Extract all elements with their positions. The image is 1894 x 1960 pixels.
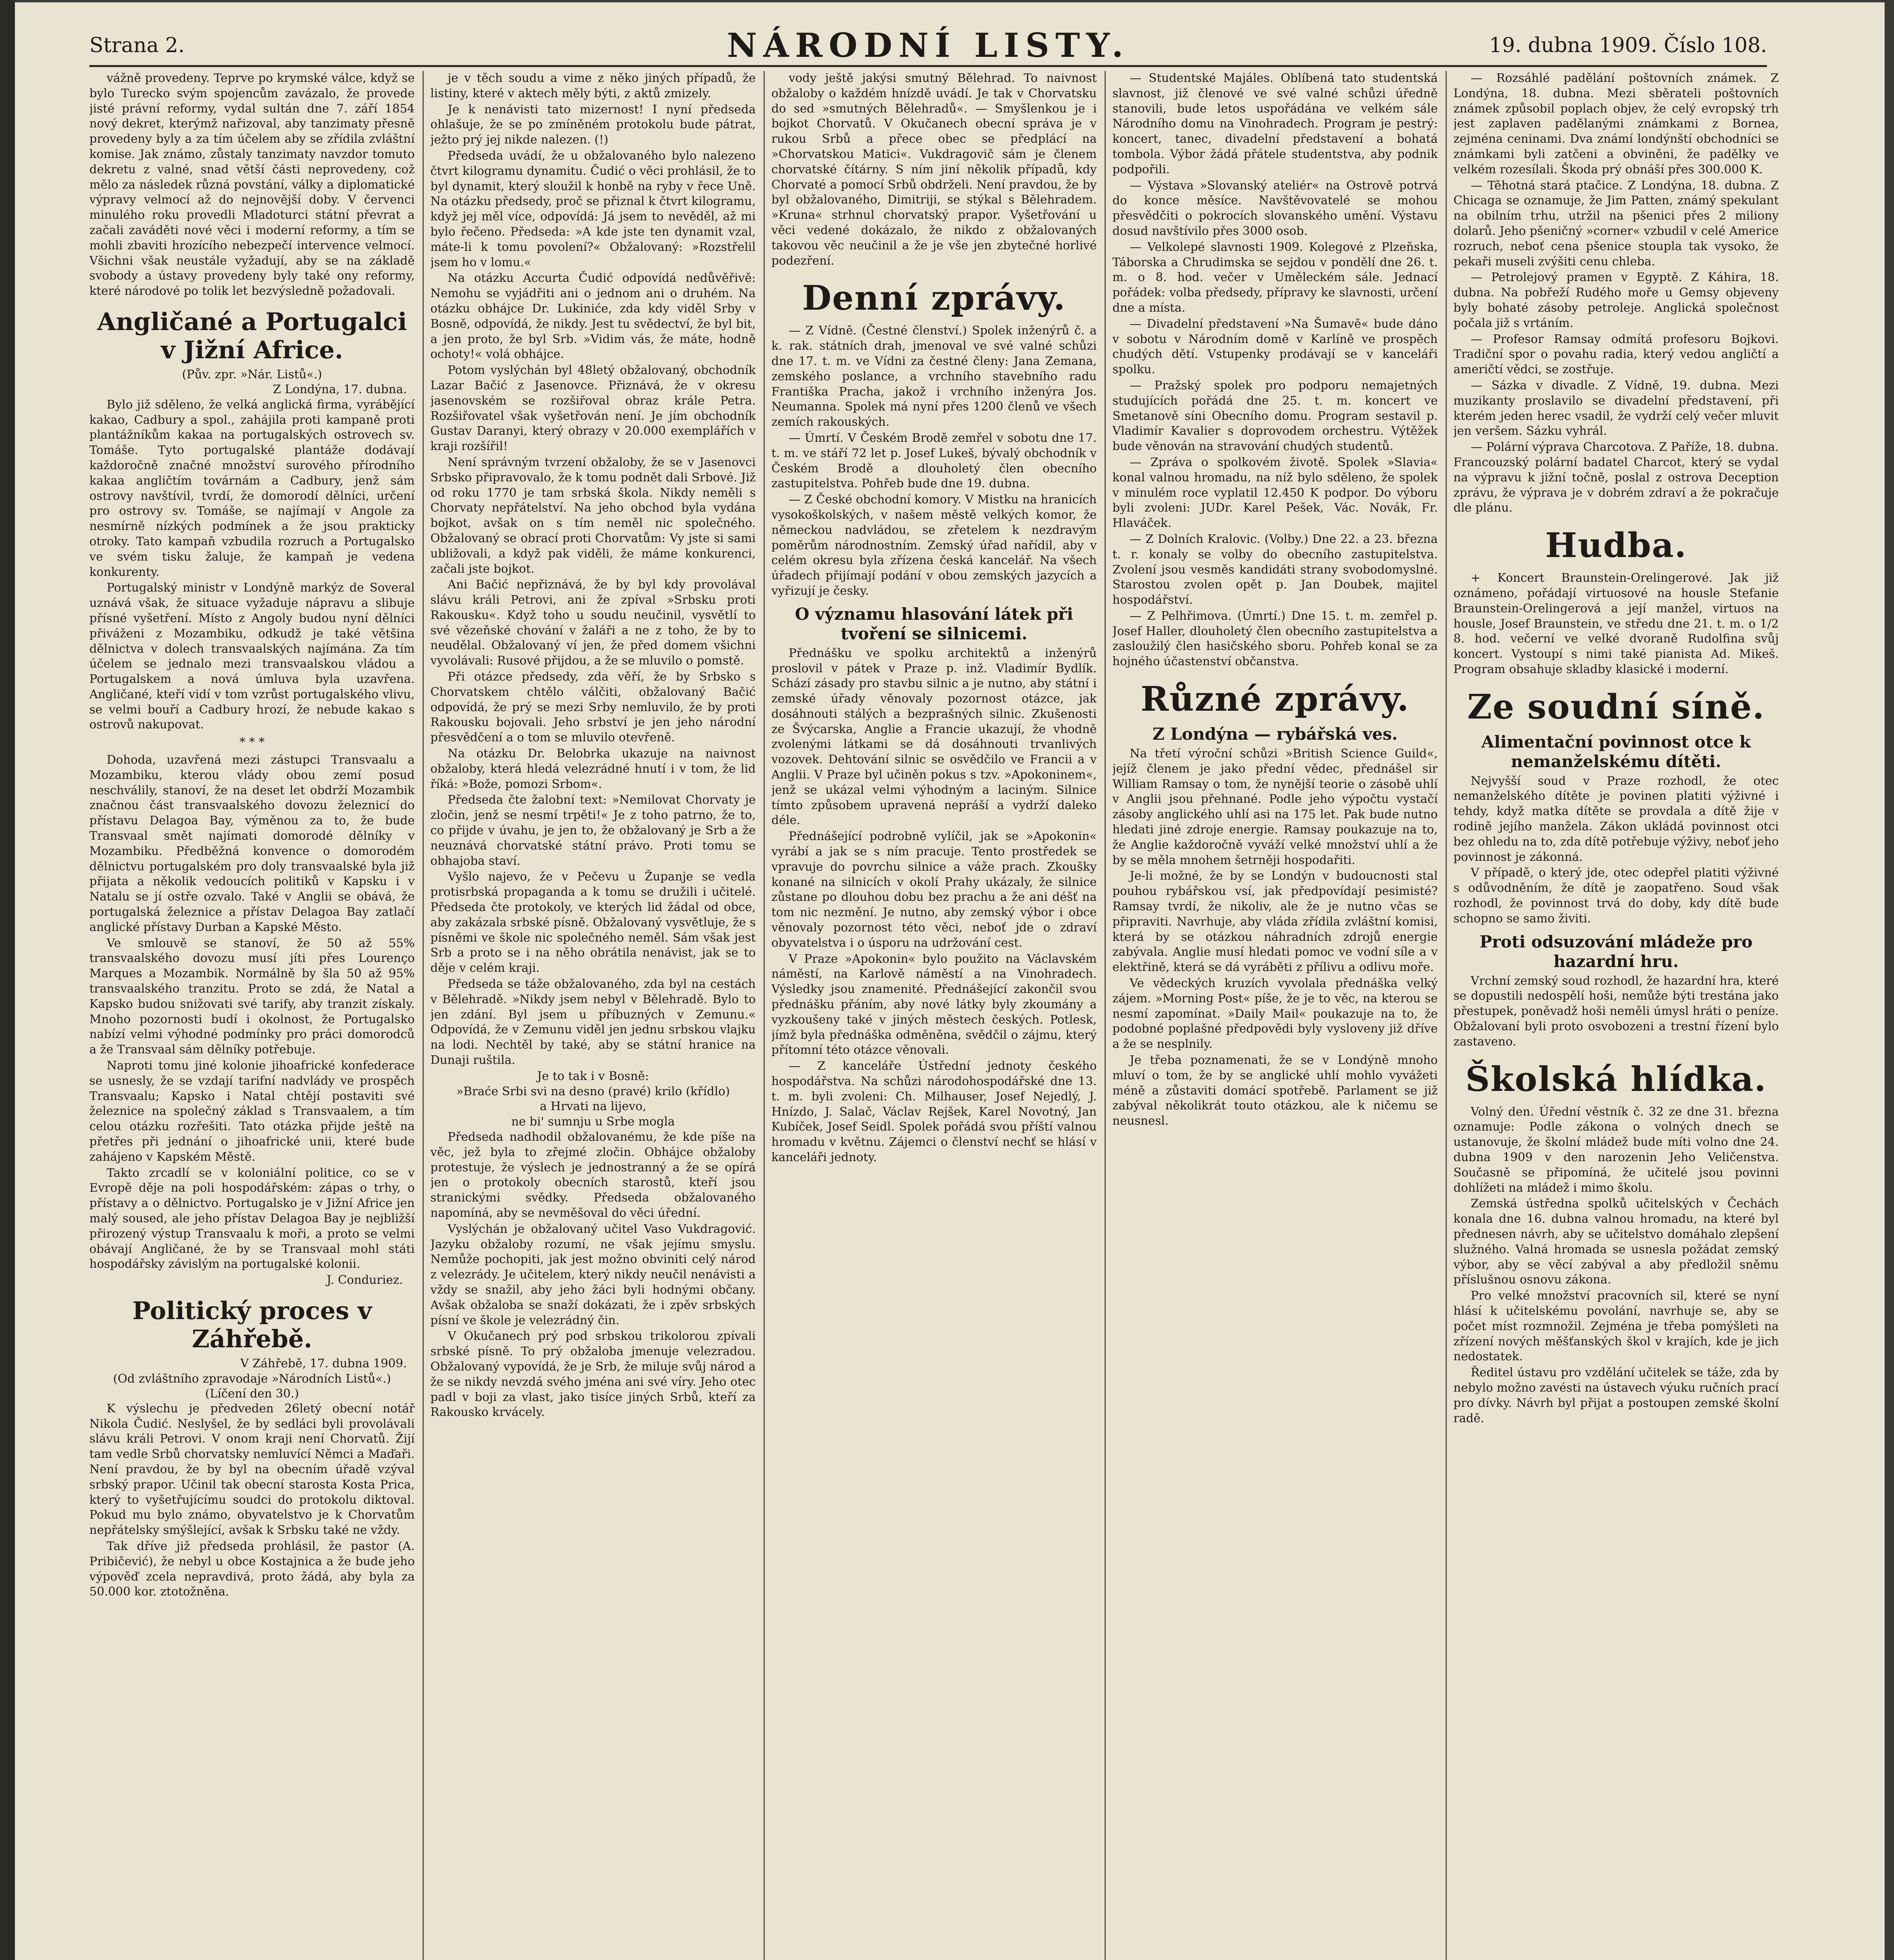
article-paragraph: Ve smlouvě se stanoví, že 50 až 55% transvaalského dovozu musí jíti přes Lourenço Marques a Mozambik. Normálně by šla 50 až 95% transvaalského tranzitu. Proto se zdá, že Natal a Kapsko budou snižovati své tarify, aby tranzit získaly. Mnoho pozornosti budí i okolnost, že Portugalsko nabízí velmi výhodné podmínky pro práci domorodců a že Transvaal sám dělníky potřebuje. bbox=[89, 936, 415, 1057]
article-paragraph: Na třetí výroční schůzi »British Science Guild«, jejíž členem je jako přední vědec, přednášel sir William Ramsay o tom, že nynější teorie o zásobě uhlí v Anglii jsou přehnané. Podle jeho výpočtu vystačí zásoby anglického uhlí asi na 175 let. Pak bude nutno hledati jiné zdroje energie. Ramsay poukazuje na to, že Anglie každoročně vyváží velké množství uhlí a že by se měla mnohem šetrněji hospodařiti. bbox=[1112, 747, 1438, 867]
news-item: — Studentské Majáles. Oblíbená tato studentská slavnost, již členové ve své valné schůzi úředně stanovili, bude letos uspořádána ve velkém sále Národního domu na Vinohradech. Program je pestrý: koncert, tanec, divadelní představení a bohatá tombola. Výbor žádá přátele studentstva, aby podnik podpořili. bbox=[1112, 71, 1438, 176]
news-item: — Profesor Ramsay odmítá profesoru Bojkovi. Tradiční spor o povahu radia, který vedou angličtí a američtí vědci, se zostřuje. bbox=[1453, 332, 1779, 377]
news-item: + Koncert Braunstein-Orelingerové. Jak již oznámeno, pořádají virtuosové na housle Stefanie Braunstein-Orelingerová a její manžel, virtuos na housle, Josef Braunstein, ve středu dne 21. t. m. o 1/2 8. hod. večerní ve velké dvoraně Rudolfina svůj koncert. Vystoupí s nimi také pianista Ad. Mikeš. Program obsahuje skladby klasické i moderní. bbox=[1453, 571, 1779, 676]
article-paragraph: Je třeba poznamenati, že se v Londýně mnoho mluví o tom, že by se anglické uhlí mohlo vyvážeti méně a zůstaviti domácí spotřebě. Parlament se již zabýval několikrát touto otázkou, ale k ničemu se neusnesl. bbox=[1112, 1053, 1438, 1128]
masthead bbox=[89, 18, 1767, 67]
news-item: — Výstava »Slovanský ateliér« na Ostrově potrvá do konce měsíce. Navštěvovatelé se mohou přesvědčiti o pokrocích slovanského umění. Výstavu dosud navštívilo přes 3000 osob. bbox=[1112, 178, 1438, 238]
article-paragraph: Předseda čte žalobní text: »Nemilovat Chorvaty je zločin, jenž se nesmí trpěti!« Je z toho patrno, že to, co přijde v úvahu, je jen to, že obžalovaný je Srb a že neuznává chorvatské státní právo. Proti tomu se obhajoba staví. bbox=[430, 793, 756, 868]
article-paragraph: Na otázku Dr. Belobrka ukazuje na naivnost obžaloby, která hledá velezrádné hnutí i v tom, že lid říká: »Bože, pomozi Srbom«. bbox=[430, 747, 756, 791]
section-separator: * * * bbox=[239, 735, 265, 750]
page-number: Strana 2. bbox=[89, 34, 185, 57]
article-paragraph: Není správným tvrzení obžaloby, že se v Jasenovci Srbsko připravovalo, že k tomu podnět dali Srbové. Již od roku 1770 je tam srbská škola. Nikdy neměli s Chorvaty nepřátelství. Na jeho obchod byla vydána bojkot, avšak on s tím neměl nic společného. Obžalovaný se obrací proti Chorvatům: Vy jste si sami ubližovali, a když pak viděli, že máme konkurenci, začali jste bojkot. bbox=[430, 455, 756, 576]
article-paragraph: vážně provedeny. Teprve po krymské válce, když se bylo Turecko svým spojencům zavázalo, že provede jisté právní reformy, vydal sultán dne 7. září 1854 nový dekret, kterýmž nařizoval, aby tanzimaty přesně provedeny byly a za tím účelem aby se zřídila zvláštní komise. Jak známo, zůstaly tanzimaty navzdor tomuto dekretu z valné, snad větší části neprovedeny, což mělo za následek různá povstání, války a diplomatické výpravy velmocí až do nejnovější doby. V červenci minulého roku provedli Mladoturci státní převrat a začali zaváděti nové věci i moderní reformy, a tím se mohli zbaviti hrozícího nebezpečí intervence velmocí. Všichni však neustále vyžadují, aby se na základě svobody a ústavy provedeny byly také ony reformy, které národové po tolik let bezvýsledně požadovali. bbox=[89, 71, 415, 298]
news-item: — Petrolejový pramen v Egyptě. Z Káhira, 18. dubna. Na pobřeží Rudého moře u Gemsy objeveny byly bohaté zásoby petroleje. Anglická společnost počala již s vrtáním. bbox=[1453, 270, 1779, 330]
news-item: — Z kanceláře Ústřední jednoty českého hospodářstva. Na schůzi národohospodářské dne 13. t. m. byli zvoleni: Ch. Milhauser, Josef Nejedlý, J. Hnízdo, J. Salač, Václav Rejšek, Karel Novotný, Jan Kubíček, Josef Seidl. Spolek pořádá svou příští valnou hromadu v květnu. Zájemci o členství nechť se hlásí v kanceláři jednoty. bbox=[771, 1059, 1097, 1164]
article-paragraph: Naproti tomu jiné kolonie jihoafrické konfederace se usnesly, že se vzdají tarifní nadvlády ve prospěch Transvaalu; Kapsko i Natal chtějí postaviti své železnice na společný základ s Transvaalem, a tím celou otázku rozřešiti. Tato otázka přijde ještě na přetřes při jednání o jihoafrické unii, které bude zahájeno v Kapském Městě. bbox=[89, 1059, 415, 1164]
article-paragraph: Potom vyslýchán byl 48letý obžalovaný, obchodník Lazar Bačić z Jasenovce. Přiznává, že v okresu jasenovském se rozšiřoval obraz krále Petra. Rozšiřovatel však vyšetřován není. Je jím obchodník Gustav Daranyi, který obrazy v 20.000 exemplářích v kraji rozšířil! bbox=[430, 363, 756, 454]
article-paragraph: Vyslýchán je obžalovaný učitel Vaso Vukdragović. Jazyku obžaloby rozumí, ne však jejímu smyslu. Nemůže pochopiti, jak jest možno obviniti celý národ z velezrády. Je učitelem, který nikdy neučil nenávisti a vždy se snažil, aby jeho žáci byli hodnými občany. Avšak obžaloba se snaží dokázati, že i zpěv srbských písní ve škole je velezrádný čin. bbox=[430, 1222, 756, 1327]
news-item: — Z Pelhřimova. (Úmrtí.) Dne 15. t. m. zemřel p. Josef Haller, dlouholetý člen obecního zastupitelstva a zasloužilý člen hasičského sboru. Pohřeb konal se za hojného účastenství občanstva. bbox=[1112, 609, 1438, 669]
quote-lead: Je to tak i v Bosně: bbox=[537, 1069, 649, 1083]
news-item: Ředitel ústavu pro vzdělání učitelek se táže, zda by nebylo možno zavésti na ústavech výuku ručních prací pro dívky. Návrh byl přijat a postoupen zemské školní radě. bbox=[1453, 1366, 1779, 1425]
column-4 bbox=[1112, 71, 1438, 1960]
article-paragraph: V Praze »Apokonin« bylo použito na Václavském náměstí, na Karlově náměstí a na Vinohradech. Výsledky jsou znamenité. Přednášející zakončil svou přednášku přáním, aby nové látky byly zkoumány a vyzkoušeny také v jiných městech českých. Potlesk, jímž byla přednáška odměněna, svědčil o zájmu, který přítomní této otázce věnovali. bbox=[771, 952, 1097, 1057]
section-heading-various-news: Různé zprávy. bbox=[1140, 679, 1410, 719]
news-item: — Z České obchodní komory. V Mistku na hranicích vysokoškolských, v našem městě velkých komor, že německou nadvládou, se zřetelem k nezdravým poměrům národnostním. Zemský úřad nařídil, aby v celém okresu byla zřízena česká kancelář. Na všech úřadech přijímají podání v obou zemských jazycích a vyřizují je česky. bbox=[771, 493, 1097, 598]
news-item: Pro velké množství pracovních sil, které se nyní hlásí k učitelskému povolání, navrhuje se, aby se počet míst rozmnožil. Zejména je třeba pomýšleti na zřízení nových měšťanských škol v krajích, kde je jich nedostatek. bbox=[1453, 1289, 1779, 1364]
article-paragraph: vody ještě jakýsi smutný Bělehrad. To naivnost obžaloby o každém hnízdě uvádí. Je tak v Chorvatsku do sed »smutných Bělehradů«. — Smyšlenkou je i bojkot Chorvatů. V Okučanech obecní správa je v rukou Srbů a přece obec se předplácí na »Chorvatskou Matici«. Vukdragovič sám je členem chorvatské čítárny. S ním jiní několik případů, kdy Chorvaté a pomocí Srbů obdrželi. Není pravdou, že by byl obžalovaného, Dimitriji, se stýkal s Bělehradem. »Kruna« strhnul chorvatský prapor. Vyšetřování u věci vedené dokázalo, že nikdo z obžalovaných takovou věc neučinil a že je vše jen zbytečné horlivé podezření. bbox=[771, 71, 1097, 268]
news-item: Zemská ústředna spolků učitelských v Čechách konala dne 16. dubna valnou hromadu, na které byl přednesen návrh, aby se učitelstvo domáhalo zlepšení služného. Valná hromada se usnesla požádat zemský výbor, aby se věcí zabýval a aby předložil sněmu příslušnou osnovu zákona. bbox=[1453, 1197, 1779, 1287]
article-paragraph: Předseda nadhodil obžalovanému, že kde píše na věc, jež byla to zřejmé zločin. Obhájce obžaloby protestuje, že výslech je jednostranný a že se opírá jen o protokoly obecních starostů, kteří jsou stranickými svědky. Předseda obžalovaného napomíná, aby se nevměšoval do věci úřední. bbox=[430, 1130, 756, 1220]
article-headline: Politický proces v Záhřebě. bbox=[132, 1296, 372, 1353]
article-paragraph: Vrchní zemský soud rozhodl, že hazardní hra, které se dopustili nedospělí hoši, nemůže býti trestána jako přestupek, poněvadž hoši neměli úmysl hráti o peníze. Obžalovaní byli proto osvobozeni a trestní řízení bylo zastaveno. bbox=[1453, 974, 1779, 1049]
issue-date: 19. dubna 1909. Číslo 108. bbox=[1489, 34, 1767, 57]
quote-line: ne bi' sumnju u Srbe mogla bbox=[511, 1115, 675, 1129]
article-headline: Angličané a Portugalci v Jižní Africe. bbox=[97, 307, 407, 364]
column-rule bbox=[423, 71, 424, 1960]
article-paragraph: Nejvyšší soud v Praze rozhodl, že otec nemanželského dítěte je povinen platiti výživné i tehdy, když matka dítěte se provdala a dítě žije v rodině jejího manžela. Zákon ukládá povinnost otci bez ohledu na to, zda dítě potřebuje výživy, neboť jeho povinnost je zákonná. bbox=[1453, 774, 1779, 864]
article-headline: Z Londýna — rybářská ves. bbox=[1152, 724, 1398, 744]
article-source: (Pův. zpr. »Nár. Listů«.) bbox=[182, 367, 322, 381]
article-paragraph: Dohoda, uzavřená mezi zástupci Transvaalu a Mozambiku, kterou vlády obou zemí posud neschválily, stanoví, že na deset let obdrží Mozambik značnou část transvaalského dovozu železnicí do přístavu Delagoa Bay, výměnou za to, že bude Transvaal smět najímati domorodé dělníky v Mozambiku. Předběžná konvence o domorodém dělnictvu portugalském pro doly transvaalské byla již přijata a několik vedoucích politiků v Kapsku i v Natalu se jí ostře ozvalo. Také v Anglii se obává, že portugalská železnice a přístav Delagoa Bay zatlačí anglické přístavy Durban a Kapské Město. bbox=[89, 753, 415, 934]
column-2 bbox=[430, 71, 756, 1960]
article-paragraph: Ve vědeckých kruzích vyvolala přednáška velký zájem. »Morning Post« píše, že je to věc, na kterou se nesmí zapomínat. »Daily Mail« poukazuje na to, že podobné poplašné předpovědi byly vysloveny již dříve a že se nesplnily. bbox=[1112, 976, 1438, 1051]
column-rule bbox=[1446, 71, 1447, 1960]
article-paragraph: K výslechu je předveden 26letý obecní notář Nikola Čudić. Neslyšel, že by sedláci byli provolávali slávu králi Petrovi. V onom kraji není Chorvatů. Žijí tam vedle Srbů chorvatsky nemluvící Němci a Maďaři. Není pravdou, že by byl na obecním úřadě vzýval srbský prapor. Učinil tak obecní starosta Kosta Prica, který to vyšetřujícímu soudci do protokolu diktoval. Pokud mu bylo známo, obyvatelstvo je k Chorvatům nepřátelsky smýšlející, avšak k Srbsku také ne vždy. bbox=[89, 1401, 415, 1537]
article-paragraph: Předseda se táže obžalovaného, zda byl na cestách v Bělehradě. »Nikdy jsem nebyl v Bělehradě. Bylo to jen zdání. Byl jsem u příbuzných v Zemunu.« Odpovídá, že v Zemunu viděl jen jednu srbskou vlajku na lodi. Nechtěl by také, aby se státní hranice na Dunaji ruštila. bbox=[430, 977, 756, 1067]
news-item: — Z Vídně. (Čestné členství.) Spolek inženýrů č. a k. rak. státních drah, jmenoval ve své valné schůzi dne 17. t. m. ve Vídni za čestné členy: Jana Zemana, zemského poslance, a vrchního stavebního radu Františka Pracha, jakož i vrchního inženýra Jos. Neumanna. Spolek má nyní přes 1200 členů ve všech zemích rakouských. bbox=[771, 324, 1097, 429]
section-heading-music: Hudba. bbox=[1545, 526, 1687, 566]
section-heading-court: Ze soudní síně. bbox=[1467, 687, 1765, 727]
column-1 bbox=[89, 71, 415, 1960]
article-paragraph: Je-li možné, že by se Londýn v budoucnosti stal pouhou rybářskou vsí, jak předpovídají pesimisté? Ramsay tvrdí, že nikoliv, ale že je nutno včas se připraviti. Navrhuje, aby vláda zřídila zvláštní komisi, která by se otázkou náhradních zdrojů energie zabývala. Anglie musí hledati pomoc ve vodní síle a v elektřině, která se dá vyráběti z přílivu a odlivu moře. bbox=[1112, 869, 1438, 975]
article-session: (Líčení den 30.) bbox=[205, 1387, 299, 1401]
article-signature: J. Conduriez. bbox=[327, 1273, 403, 1287]
article-paragraph: Přednášku ve spolku architektů a inženýrů proslovil v pátek v Praze p. inž. Vladimír Bydlík. Schází zásady pro stavbu silnic a je nutno, aby státní i zemské úřady věnovaly pozornost otázce, jak dosáhnouti stálých a bezprašných silnic. Zkušenosti ze Švýcarska, Anglie a Francie ukazují, že vhodně zvolenými látkami se dá dosáhnouti trvanlivých vozovek. Dehtování silnic se osvědčilo ve Francii a v Anglii. V Praze byl učiněn pokus s tzv. »Apokoninem«, jenž se ukázal velmi výhodným a laciným. Silnice tímto způsobem upravená nepráší a vydrží daleko déle. bbox=[771, 646, 1097, 828]
article-paragraph: Ani Bačić nepřiznává, že by byl kdy provolával slávu králi Petrovi, ani že zpíval »Srbsku proti Rakousku«. Když toho u soudu neučinil, vysvětlí to své vězeňské chování v žaláři a ne z toho, že by to neudělal. Obžalovaný ví jen, že před domem všichni vyvolávali: Rusové přijdou, a že se mluvilo o pomstě. bbox=[430, 578, 756, 668]
news-item: Volný den. Úřední věstník č. 32 ze dne 31. března oznamuje: Podle zákona o volných dnech se ustanovuje, že školní mládež bude míti volno dne 24. dubna 1909 v den narozenin Jeho Veličenstva. Současně se připomíná, že učitelé jsou povinni dohlížeti na mládež i mimo školu. bbox=[1453, 1105, 1779, 1195]
column-rule bbox=[1105, 71, 1106, 1960]
article-paragraph: Na otázku Accurta Čudić odpovídá nedůvěřivě: Nemohu se vyjádřiti ani o jednom ani o druhém. Na otázku obhájce Dr. Lukiniće, zda kdy viděl Srby v Bosně, odpovídá, že nikdy. Jest tu svědectví, že byl bit, a jen proto, že byl Srb. »Vidim vás, že máte, hodně ochoty!« volá obhájce. bbox=[430, 271, 756, 361]
news-item: — Velkolepé slavnosti 1909. Kolegové z Plzeňska, Táborska a Chrudimska se sejdou v pondělí dne 26. t. m. o 8. hod. večer v Uměleckém sále. Jednací pořádek: volba předsedy, přípravy ke slavnosti, určení dne a místa. bbox=[1112, 240, 1438, 315]
article-headline: Proti odsuzování mládeže pro hazardní hru. bbox=[1479, 932, 1753, 971]
scan-left-edge bbox=[0, 0, 15, 1960]
news-item: — Zpráva o spolkovém životě. Spolek »Slavia« konal valnou hromadu, na níž bylo sděleno, že spolek v minulém roce vyplatil 12.450 K podpor. Do výboru byli zvoleni: JUDr. Karel Pešek, Vác. Novák, Fr. Hlaváček. bbox=[1112, 455, 1438, 530]
article-paragraph: Vyšlo najevo, že v Pečevu u Županje se vedla protisrbská propaganda a k tomu se družili i učitelé. Předseda čte protokoly, ve kterých lid žádal od obce, aby zakázala srbské písně. Obžalovaný vysvětluje, že s písněmi ve škole nic společného neměl. Sám však jest Srb a proto se i na něho obrátila nenávist, jak se to děje v celém kraji. bbox=[430, 870, 756, 975]
article-paragraph: Tak dříve již předseda prohlásil, že pastor (A. Pribičević), že nebyl u obce Kostajnica a že bude jeho výpověď zcela nepravdivá, proto žádá, aby byla za 50.000 kor. ztotožněna. bbox=[89, 1539, 415, 1599]
column-rule bbox=[764, 71, 765, 1960]
article-paragraph: Portugalský ministr v Londýně markýz de Soveral uznává však, že situace vyžaduje nápravu a slibuje přísné vyšetření. Místo z Angoly budou nyní dělníci přiváženi z Mozambiku, odkudž je také většina dělnictva v dolech transvaalských najímána. Za tím účelem se jednalo mezi transvaalskou vládou a Portugalskem a nová úmluva byla uzavřena. Angličané, kteří vidí v tom vzrůst portugalského vlivu, se velmi bouří a Cadbury hrozí, že nebude kakao s ostrovů nakupovat. bbox=[89, 581, 415, 732]
news-item: — Z Dolních Kralovic. (Volby.) Dne 22. a 23. března t. r. konaly se volby do obecního zastupitelstva. Zvolení jsou vesměs kandidáti strany svobodomyslné. Starostou zvolen opět p. Jan Doubek, majitel hospodářství. bbox=[1112, 532, 1438, 607]
article-paragraph: Bylo již sděleno, že velká anglická firma, vyrábějící kakao, Cadbury a spol., zahájila proti kampaně proti plantážníkům kakaa na portugalských ostrovech sv. Tomáše. Tyto portugalské plantáže dodávají každoročně značné množství surového přírodního kakaa angličtím továrnám a Cadbury, jenž sám ostrovy navštívil, tvrdí, že domorodí dělníci, určení pro ostrovy sv. Tomáše, se najímají v Angole za nesmírně nízkých podmínek a že jsou prakticky otroky. Tato kampaň vzbudila rozruch a Portugalsko ve svém tisku žaluje, že kampaň je vedena konkurenty. bbox=[89, 397, 415, 579]
article-paragraph: je v těch soudu a vime z něko jiných případů, že listiny, které v aktech měly býti, z aktů zmizely. bbox=[430, 71, 756, 100]
article-dateline: Z Londýna, 17. dubna. bbox=[273, 382, 407, 396]
article-paragraph: Takto zrcadlí se v koloniální politice, co se v Evropě děje na poli hospodářském: zápas o trhy, o přístavy a o dělnictvo. Portugalsko je v Jižní Africe jen malý soused, ale jeho přístav Delagoa Bay je nejbližší přirozený výstup Transvaalu k moři, a proto se velmi obávají Angličané, že by se Transvaal mohl státi hospodářsky závislým na portugalské kolonii. bbox=[89, 1166, 415, 1271]
newspaper-title: NÁRODNÍ LISTY. bbox=[727, 26, 1130, 65]
quote-line: a Hrvati na lijevo, bbox=[540, 1100, 646, 1114]
article-headline: Alimentační povinnost otce k nemanželskému dítěti. bbox=[1481, 732, 1751, 771]
news-item: — Sázka v divadle. Z Vídně, 19. dubna. Mezi muzikanty proslavilo se divadelní představení, při kterém jeden herec vsadil, že vydrží celý večer mluvit jen veršem. Sázku vyhrál. bbox=[1453, 378, 1779, 438]
section-heading-school: Školská hlídka. bbox=[1465, 1059, 1767, 1099]
news-item: — Těhotná stará ptačice. Z Londýna, 18. dubna. Z Chicaga se oznamuje, že Jim Patten, známý spekulant na obilním trhu, utržil na pšenici přes 2 miliony dolarů. Jeho pšeničný »corner« vzbudil v celé Americe rozruch, neboť cena pšenice stoupla tak vysoko, že pekaři museli zvýšiti cenu chleba. bbox=[1453, 178, 1779, 269]
news-item: — Rozsáhlé padělání poštovních známek. Z Londýna, 18. dubna. Mezi sběrateli poštovních známek způsobil poplach objev, že celý evropský trh jest zaplaven padělanými známkami z Bornea, zejména ceninami. Dva známí londýnští obchodníci se známkami byli zatčeni a obviněni, že padělky ve velkém rozesílali. Škoda prý obnáší přes 300.000 K. bbox=[1453, 71, 1779, 176]
news-item: — Úmrtí. V Českém Brodě zemřel v sobotu dne 17. t. m. ve stáří 72 let p. Josef Lukeš, bývalý obchodník v Českém Brodě a dlouholetý člen obecního zastupitelstva. Pohřeb bude dne 19. dubna. bbox=[771, 431, 1097, 491]
article-dateline: V Záhřebě, 17. dubna 1909. bbox=[240, 1356, 407, 1370]
article-paragraph: Při otázce předsedy, zda věří, že by Srbsko s Chorvatskem chtělo válčiti, obžalovaný Bačić odpovídá, že prý se mezi Srby nemluvilo, že by proti Rakousku bojovali. Jeho srbství je jen jeho národní přesvědčení a o tom se mluvilo otevřeně. bbox=[430, 670, 756, 745]
article-headline: O významu hlasování látek při tvoření se silnicemi. bbox=[795, 604, 1073, 643]
article-source: (Od zvláštního zpravodaje »Národních Listů«.) bbox=[113, 1372, 391, 1386]
news-item: — Pražský spolek pro podporu nemajetných studujících pořádá dne 25. t. m. koncert ve Smetanově síni Obecního domu. Program sestavil p. Vladimír Kavalier s doprovodem orchestru. Výtěžek bude věnován na stravování chudých studentů. bbox=[1112, 378, 1438, 454]
column-5 bbox=[1453, 71, 1779, 1960]
article-paragraph: Předseda uvádí, že u obžalovaného bylo nalezeno čtvrt kilogramu dynamitu. Čudić o věci prohlásil, že to byl dynamit, který sloužil k honbě na ryby v řece Uně. Na otázku předsedy, proč se přiznal k čtvrt kilogramu, když jej měl více, odpovídá: Já jsem to nevěděl, až mi bylo řečeno. Předseda: »A kde jste ten dynamit vzal, máte-li k tomu povolení?« Obžalovaný: »Rozstřelil jsem ho v lomu.« bbox=[430, 149, 756, 269]
quote-line: »Braće Srbi svi na desno (pravé) krilo (křídlo) bbox=[456, 1084, 730, 1098]
article-paragraph: Přednášející podrobně vylíčil, jak se »Apokonin« vyrábí a jak se s ním pracuje. Tento prostředek se vpravuje do povrchu silnice a váže prach. Zkoušky konané na silnicích v okolí Prahy ukázaly, že silnice zůstane po dlouhou dobu bez prachu a že ani déšť na tom nic nezmění. Je nutno, aby zemský výbor i obce věnovaly pozornost této věci, neboť jde o zdraví obyvatelstva i o úsporu na udržování cest. bbox=[771, 829, 1097, 950]
column-3 bbox=[771, 71, 1097, 1960]
article-paragraph: V případě, o který jde, otec odepřel platiti výživné s odůvodněním, že dítě je zaopatřeno. Soud však rozhodl, že povinnost trvá do doby, kdy dítě bude schopno se samo živiti. bbox=[1453, 866, 1779, 926]
news-item: — Polární výprava Charcotova. Z Paříže, 18. dubna. Francouzský polární badatel Charcot, který se vydal na výpravu k jižní točně, poslal z ostrova Deception zprávu, že výprava je v dobrém zdraví a že pokračuje dle plánu. bbox=[1453, 440, 1779, 515]
article-paragraph: Je k nenávisti tato mizernost! I nyní předseda ohlašuje, že se po zmíněném protokolu bude pátrat, ježto prý jej nikde nalezen. (!) bbox=[430, 102, 756, 147]
section-heading-daily-news: Denní zprávy. bbox=[802, 278, 1066, 318]
article-paragraph: V Okučanech prý pod srbskou trikolorou zpívali srbské písně. To prý obžaloba jmenuje velezradou. Obžalovaný vypovídá, že je Srb, že miluje svůj národ a že se nikdy nevzdá svého jména ani své víry. Jeho otec padl v boji za vlast, jako tisíce jiných Srbů, kteří za Rakousko krvácely. bbox=[430, 1329, 756, 1419]
newspaper-page bbox=[15, 2, 1885, 1960]
news-item: — Divadelní představení »Na Šumavě« bude dáno v sobotu v Národním domě v Karlíně ve prospěch chudých dětí. Vstupenky prodávají se v kanceláři spolku. bbox=[1112, 317, 1438, 377]
